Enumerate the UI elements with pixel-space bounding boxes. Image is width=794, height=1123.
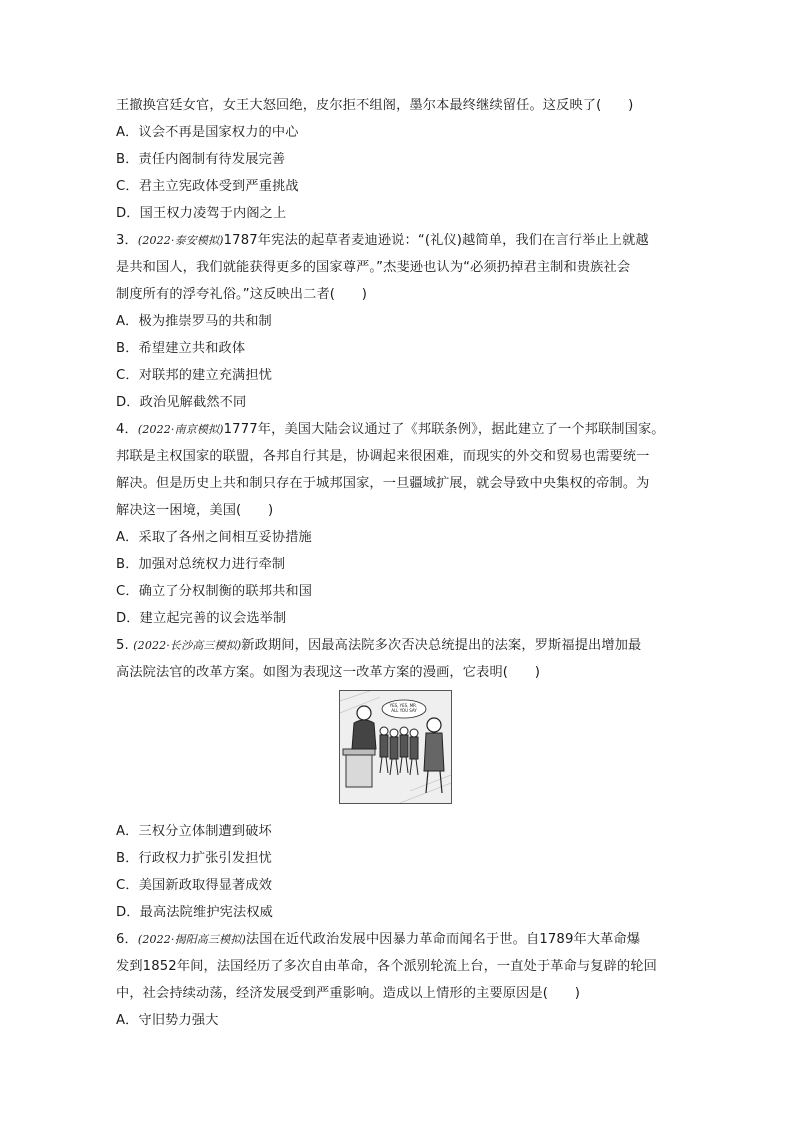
q4-option-c: C．确立了分权制衡的联邦共和国 bbox=[116, 584, 313, 599]
q6-option-a: A．守旧势力强大 bbox=[116, 1013, 219, 1028]
document-page bbox=[116, 92, 682, 1034]
q4-stem-text-1: 1777年，美国大陆会议通过了《邦联条例》，据此建立了一个邦联制国家。 bbox=[223, 422, 665, 437]
q5-option-d: D．最高法院维护宪法权威 bbox=[116, 905, 274, 920]
q3-option-a: A．极为推崇罗马的共和制 bbox=[116, 314, 272, 329]
q2-option-b: B．责任内阁制有待发展完善 bbox=[116, 152, 286, 167]
q4-number: 4． bbox=[116, 422, 138, 437]
q5-number: 5. bbox=[116, 638, 134, 653]
q5-option-c: C．美国新政取得显著成效 bbox=[116, 878, 273, 893]
q3-source: (2022·泰安模拟) bbox=[137, 234, 224, 247]
q6-stem-line-1 bbox=[116, 926, 682, 953]
cartoon-bubble-text: YES, YES, MR. ALL YOU SAY bbox=[389, 703, 418, 713]
q5-stem-line-2: 高法院法官的改革方案。如图为表现这一改革方案的漫画，它表明( ) bbox=[116, 665, 541, 680]
q4-stem-line-1 bbox=[116, 416, 682, 443]
q5-figure-area bbox=[116, 690, 682, 812]
q3-stem-line-1 bbox=[116, 227, 682, 254]
q4-source: (2022·南京模拟) bbox=[137, 423, 224, 436]
q5-source: (2022·长沙高三模拟) bbox=[133, 639, 242, 652]
q3-stem-line-2: 是共和国人，我们就能获得更多的国家尊严。”杰斐逊也认为“必须扔掉君主制和贵族社会 bbox=[116, 260, 631, 275]
q2-option-c: C．君主立宪政体受到严重挑战 bbox=[116, 179, 299, 194]
political-cartoon-image bbox=[339, 690, 452, 804]
q3-option-d: D．政治见解截然不同 bbox=[116, 395, 247, 410]
q6-stem-line-2: 发到1852年间，法国经历了多次自由革命，各个派别轮流上台，一直处于革命与复辟的轮回 bbox=[116, 959, 657, 974]
q4-stem-line-3: 解决。但是历史上共和制只存在于城邦国家，一旦疆域扩展，就会导致中央集权的帝制。为 bbox=[116, 476, 650, 491]
q5-option-b: B．行政权力扩张引发担忧 bbox=[116, 851, 272, 866]
q4-option-d: D．建立起完善的议会选举制 bbox=[116, 611, 287, 626]
q6-stem-text-1: 法国在近代政治发展中因暴力革命而闻名于世。自1789年大革命爆 bbox=[245, 932, 641, 947]
cartoon-illustration bbox=[340, 691, 451, 803]
q4-option-b: B．加强对总统权力进行牵制 bbox=[116, 557, 286, 572]
q3-option-b: B．希望建立共和政体 bbox=[116, 341, 246, 356]
q2-option-d: D．国王权力凌驾于内阁之上 bbox=[116, 206, 287, 221]
q4-option-a: A．采取了各州之间相互妥协措施 bbox=[116, 530, 312, 545]
q6-number: 6． bbox=[116, 932, 138, 947]
q5-option-a: A．三权分立体制遭到破坏 bbox=[116, 824, 272, 839]
q3-number: 3． bbox=[116, 233, 138, 248]
q2-stem-tail: 王撤换宫廷女官，女王大怒回绝，皮尔拒不组阁，墨尔本最终继续留任。这反映了( ) bbox=[116, 98, 634, 113]
q4-stem-line-2: 邦联是主权国家的联盟，各邦自行其是，协调起来很困难，而现实的外交和贸易也需要统一 bbox=[116, 449, 650, 464]
q3-stem-text-1: 1787年宪法的起草者麦迪逊说：“(礼仪)越简单，我们在言行举止上就越 bbox=[223, 233, 649, 248]
q6-stem-line-3: 中，社会持续动荡，经济发展受到严重影响。造成以上情形的主要原因是( ) bbox=[116, 986, 581, 1001]
q6-source: (2022·揭阳高三模拟) bbox=[137, 933, 246, 946]
q2-option-a: A．议会不再是国家权力的中心 bbox=[116, 125, 299, 140]
q5-stem-line-1 bbox=[116, 632, 682, 659]
q3-option-c: C．对联邦的建立充满担忧 bbox=[116, 368, 273, 383]
q3-stem-line-3: 制度所有的浮夸礼俗。”这反映出二者( ) bbox=[116, 287, 368, 302]
q5-stem-text-1: 新政期间，因最高法院多次否决总统提出的法案，罗斯福提出增加最 bbox=[241, 638, 642, 653]
q4-stem-line-4: 解决这一困境，美国( ) bbox=[116, 503, 274, 518]
